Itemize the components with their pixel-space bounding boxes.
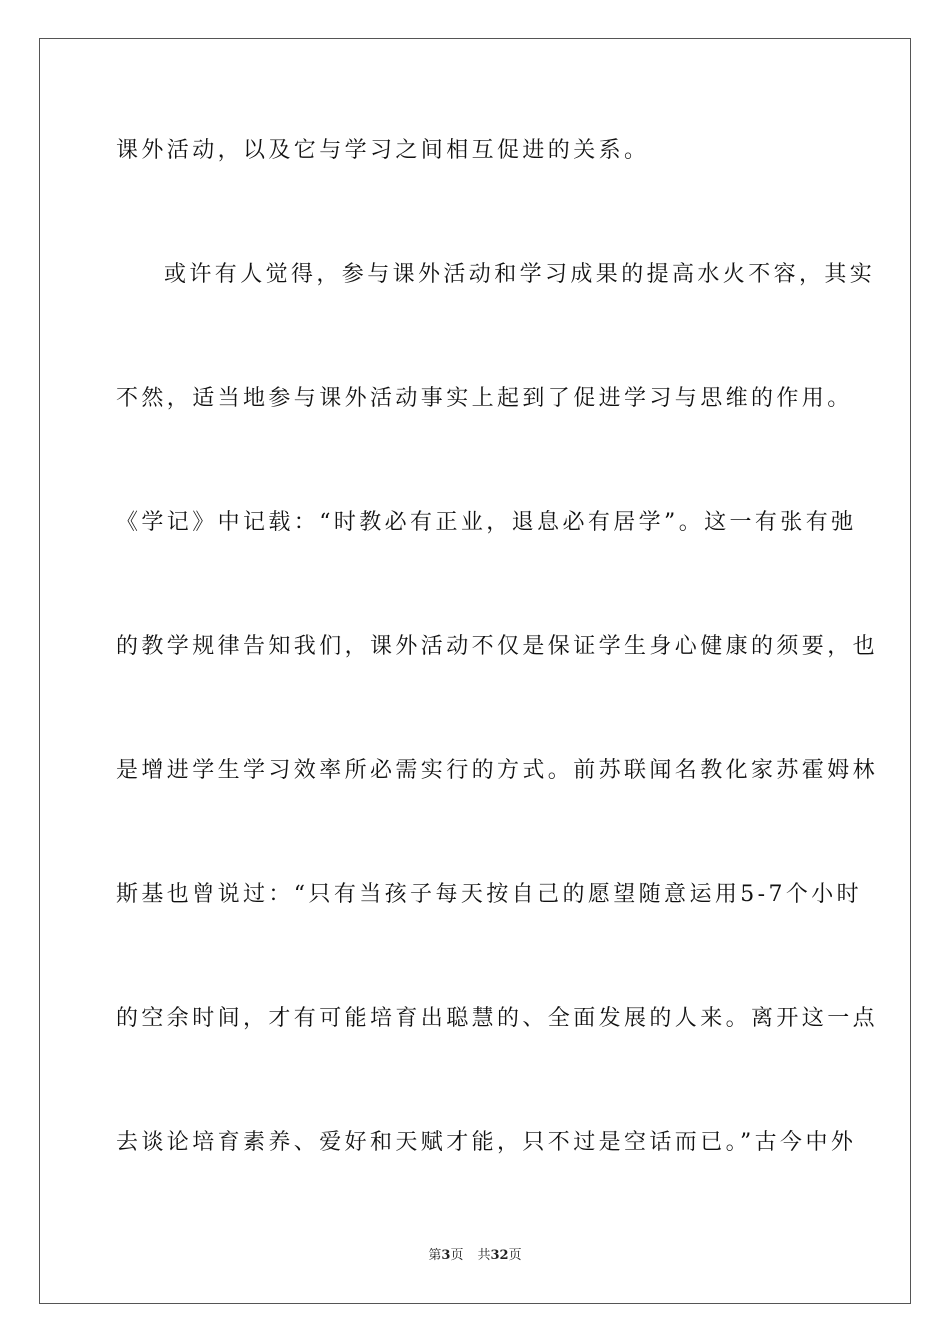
page-border <box>39 38 911 1304</box>
footer-total-pages: 32 <box>490 1248 509 1263</box>
page-footer <box>0 1246 950 1266</box>
footer-page-prefix: 第 <box>428 1248 442 1263</box>
footer-page-suffix: 页 <box>450 1248 464 1263</box>
body-text-line-4: 《学记》中记载：“时教必有正业，退息必有居学”。这一有张有弛 <box>116 510 857 535</box>
body-text-line-7: 斯基也曾说过：“只有当孩子每天按自己的愿望随意运用5-7个小时 <box>116 882 863 907</box>
footer-page-number: 3 <box>441 1248 451 1263</box>
body-text-line-5: 的教学规律告知我们，课外活动不仅是保证学生身心健康的须要，也 <box>116 634 879 659</box>
body-text-line-1: 课外活动，以及它与学习之间相互促进的关系。 <box>116 138 650 163</box>
footer-total-prefix: 共 <box>477 1248 491 1263</box>
footer-total-suffix: 页 <box>508 1248 522 1263</box>
body-text-line-2: 或许有人觉得，参与课外活动和学习成果的提高水火不容，其实 <box>164 262 876 287</box>
body-text-line-3: 不然，适当地参与课外活动事实上起到了促进学习与思维的作用。 <box>116 386 853 411</box>
body-text-line-6: 是增进学生学习效率所必需实行的方式。前苏联闻名教化家苏霍姆林 <box>116 758 879 783</box>
body-text-line-9: 去谈论培育素养、爱好和天赋才能，只不过是空话而已。”古今中外 <box>116 1130 857 1155</box>
body-text-line-8: 的空余时间，才有可能培育出聪慧的、全面发展的人来。离开这一点 <box>116 1006 879 1031</box>
